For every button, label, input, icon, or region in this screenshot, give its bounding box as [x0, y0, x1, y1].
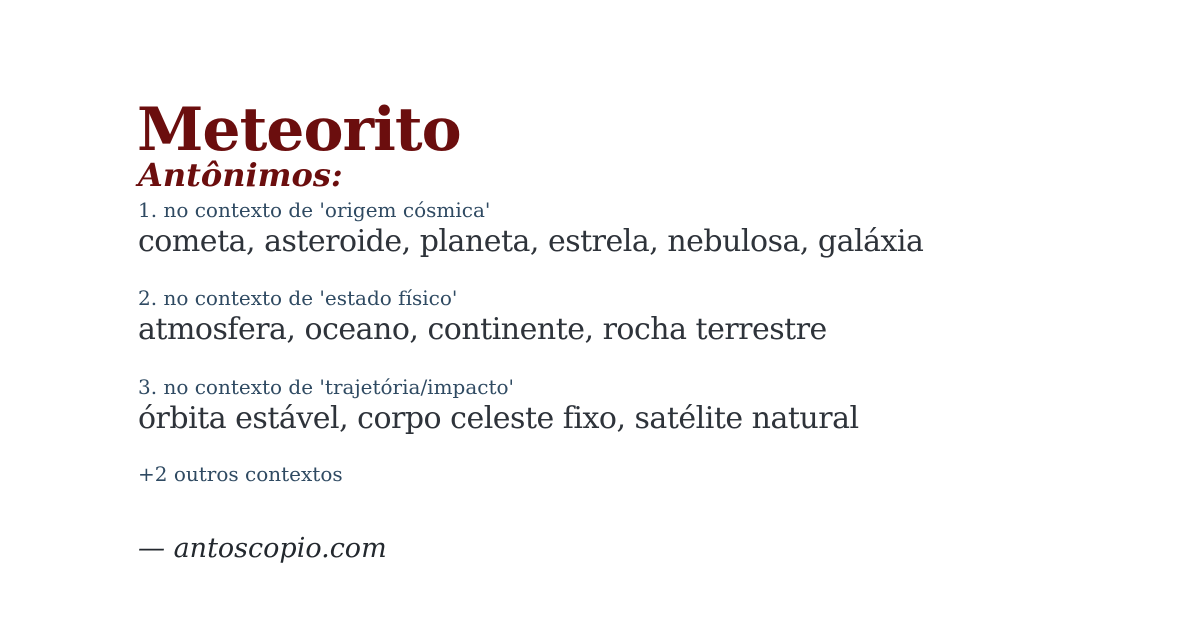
context-antonyms-2: atmosfera, oceano, continente, rocha terrestre [138, 312, 827, 347]
page-title: Meteorito [137, 95, 461, 166]
context-label-1: 1. no contexto de 'origem cósmica' [138, 198, 491, 222]
context-label-3: 3. no contexto de 'trajetória/impacto' [138, 375, 515, 399]
context-group-1 [138, 198, 1160, 261]
context-group-3 [138, 375, 1160, 438]
more-contexts-link[interactable]: +2 outros contextos [138, 462, 343, 486]
context-antonyms-1: cometa, asteroide, planeta, estrela, nebulosa, galáxia [138, 224, 924, 259]
attribution[interactable]: — antoscopio.com [138, 533, 387, 564]
context-antonyms-3: órbita estável, corpo celeste fixo, satélite natural [138, 401, 859, 436]
context-label-2: 2. no contexto de 'estado físico' [138, 286, 458, 310]
page-subtitle: Antônimos: [138, 155, 343, 194]
context-group-2 [138, 286, 1160, 349]
